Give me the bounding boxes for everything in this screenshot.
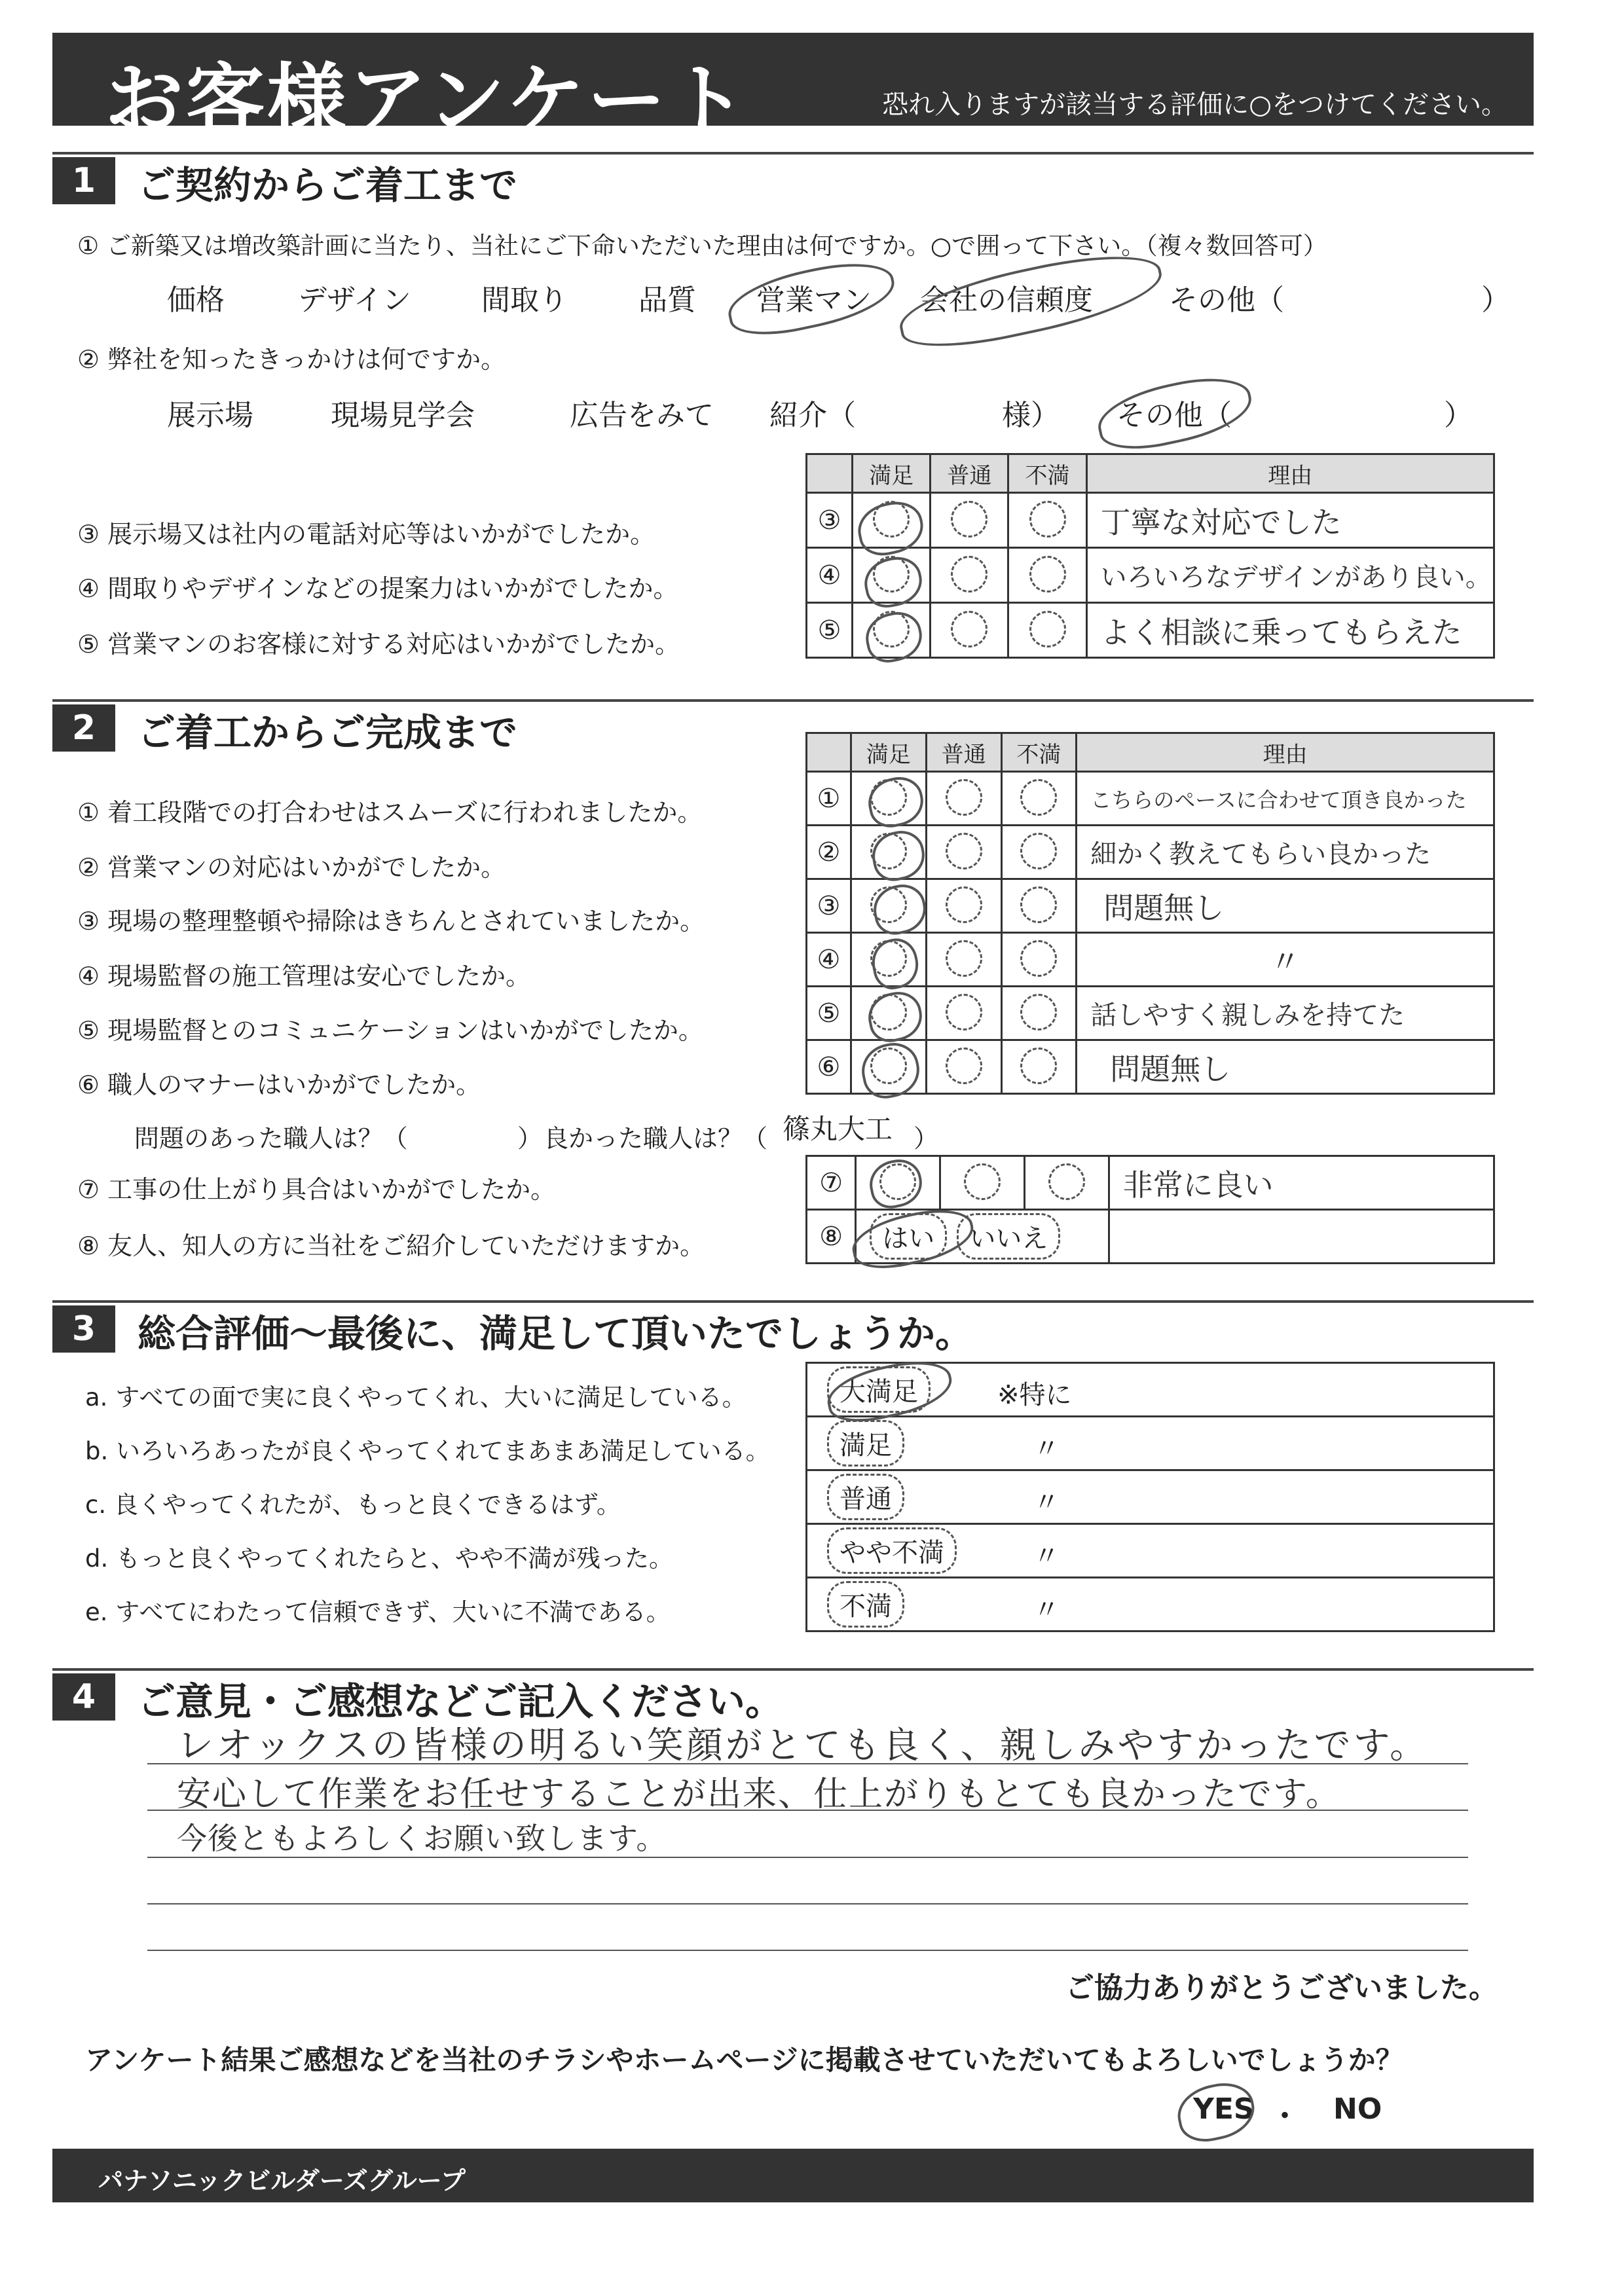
reason-field[interactable]: 丁寧な対応でした [1086,493,1494,548]
separator-dot: ・ [1270,2100,1299,2133]
s1-q2-opt-site-tour: 現場見学会 [331,399,475,432]
rating-note: 〃 [1033,1595,1060,1625]
section1-number: 1 [52,157,115,204]
s3-item-c: c. 良くやってくれたが、もっと良くできるはず。 [85,1491,621,1519]
reason-field[interactable]: 問題無し [1077,879,1494,933]
header-satisfied: 満足 [851,733,926,772]
header-unsatisfied: 不満 [1008,454,1086,493]
unsatisfied-choice[interactable] [1020,994,1057,1030]
rating-note: 〃 [1033,1434,1060,1464]
s1-q1-opt-design: デザイン [298,283,411,317]
s1-q4-text: ④ 間取りやデザインなどの提案力はいかがでしたか。 [77,574,678,603]
comment-text-line[interactable]: 今後ともよろしくお願い致します。 [177,1821,667,1856]
good-worker-field[interactable]: 篠丸大工 [783,1113,893,1145]
s1-q1-opt-close: ） [1481,283,1510,317]
publish-question: アンケート結果ご感想などを当社のチラシやホームページに掲載させていただいてもよろしいでしょうか？ [85,2044,1403,2076]
header-reason: 理由 [1086,454,1494,493]
normal-choice[interactable] [946,833,982,869]
page-title: お客様アンケート [105,56,750,147]
unsatisfied-choice[interactable] [1029,501,1066,538]
section2-title: ご着工からご完成まで [138,710,518,755]
s1-q1-opt-trust: 会社の信頼度 [920,283,1093,317]
footer-brand: パナソニックビルダーズグループ [98,2166,466,2195]
row-number: ③ [807,879,851,933]
row-number: ⑧ [807,1210,856,1264]
normal-choice[interactable] [951,611,987,647]
row-number: ① [807,772,851,826]
normal-choice[interactable] [951,501,987,538]
section1-title: ご契約からご着工まで [138,163,518,208]
no-option[interactable]: NO [1333,2092,1382,2126]
s3-item-d: d. もっと良くやってくれたらと、やや不満が残った。 [85,1544,674,1573]
rating-label-somewhat-unsatisfied[interactable]: やや不満 [827,1527,957,1574]
footer-bar [52,2149,1534,2202]
s1-q2-opt-sama: 様） [1002,399,1060,432]
bad-worker-close: ） [517,1124,543,1153]
reason-field[interactable]: 問題無し [1077,1040,1494,1094]
s1-q3-text: ③ 展示場又は社内の電話対応等はいかがでしたか。 [77,520,655,549]
rating-note: 〃 [1033,1487,1060,1518]
row-number: ④ [807,548,853,603]
normal-choice[interactable] [946,886,982,923]
comment-text-line[interactable]: レオックスの皆様の明るい笑顔がとても良く、親しみやすかったです。 [177,1724,1430,1767]
unsatisfied-choice[interactable] [1048,1163,1085,1200]
unsatisfied-choice[interactable] [1020,779,1057,816]
unsatisfied-choice[interactable] [1029,611,1066,647]
row-number: ③ [807,493,853,548]
s1-q5-text: ⑤ 営業マンのお客様に対する対応はいかがでしたか。 [77,630,680,659]
reason-field[interactable] [1109,1210,1494,1264]
s2-q1-text: ① 着工段階での打合わせはスムーズに行われましたか。 [77,798,703,827]
s1-q2-text: ② 弊社を知ったきっかけは何ですか。 [77,345,506,374]
header-satisfied: 満足 [853,454,931,493]
s1-q1-opt-other: その他（ [1169,283,1284,317]
s1-q1-text: ① ご新築又は増改築計画に当たり、当社にご下命いただいた理由は何ですか。○で囲って下さい。（複々数回答可） [77,232,1327,260]
row-number: ⑥ [807,1040,851,1094]
comment-text-line[interactable]: 安心して作業をお任せすることが出来、仕上がりもとても良かったです。 [177,1775,1341,1814]
s1-q1-opt-sales: 営業マン [756,283,872,317]
row-number: ⑤ [807,987,851,1040]
normal-choice[interactable] [951,556,987,592]
bad-worker-label: 問題のあった職人は？（ [134,1124,408,1153]
normal-choice[interactable] [946,994,982,1030]
normal-choice[interactable] [946,779,982,816]
thanks-text: ご協力ありがとうございました。 [1065,1971,1498,2005]
row-number: ⑦ [807,1156,856,1210]
reason-field[interactable]: 話しやすく親しみを持てた [1077,987,1494,1040]
hand-circle-sales [723,253,900,344]
section3-title: 総合評価～最後に、満足して頂いたでしょうか。 [138,1311,974,1356]
rating-note: 〃 [1033,1541,1060,1571]
instruction-text: 恐れ入りますが該当する評価に○をつけてください。 [882,90,1507,120]
rating-label-normal[interactable]: 普通 [827,1474,904,1520]
section4-title: ご意見・ご感想などご記入ください。 [138,1679,784,1724]
section2-number: 2 [52,704,115,752]
rating-note: ※特に [997,1380,1072,1410]
row-number: ④ [807,933,851,987]
yes-choice[interactable]: はい [870,1213,947,1260]
s1-q2-opt-close: ） [1444,399,1473,432]
unsatisfied-choice[interactable] [1020,940,1057,977]
s1-q1-opt-price: 価格 [167,283,225,317]
yes-option[interactable]: YES [1193,2092,1255,2126]
s1-q2-opt-showroom: 展示場 [167,399,253,432]
s2-q7-text: ⑦ 工事の仕上がり具合はいかがでしたか。 [77,1175,556,1204]
unsatisfied-choice[interactable] [1029,556,1066,592]
hand-circle-yes [1173,2077,1260,2147]
comment-line [147,1950,1468,1951]
s1-q2-opt-other: その他（ [1116,399,1232,432]
reason-field[interactable]: 〃 [1077,933,1494,987]
section4-number: 4 [52,1673,115,1721]
reason-field[interactable]: よく相談に乗ってもらえた [1086,603,1494,658]
no-choice[interactable]: いいえ [957,1213,1060,1260]
reason-field[interactable]: 細かく教えてもらい良かった [1077,826,1494,879]
row-number: ② [807,826,851,879]
s2-q3-text: ③ 現場の整理整頓や掃除はきちんとされていましたか。 [77,907,705,936]
reason-field[interactable]: いろいろなデザインがあり良い。 [1086,548,1494,603]
s1-q2-opt-referral: 紹介（ [769,399,856,432]
s2-q4-text: ④ 現場監督の施工管理は安心でしたか。 [77,962,531,991]
header-normal: 普通 [931,454,1008,493]
section3-number: 3 [52,1305,115,1353]
s2-q6-text: ⑥ 職人のマナーはいかがでしたか。 [77,1070,481,1099]
row-number: ⑤ [807,603,853,658]
rating-label-satisfied[interactable]: 満足 [827,1420,904,1467]
normal-choice[interactable] [946,1048,982,1084]
s1-q1-opt-layout: 間取り [481,283,568,317]
header-unsatisfied: 不満 [1001,733,1077,772]
s3-item-b: b. いろいろあったが良くやってくれてまあまあ満足している。 [85,1437,770,1465]
normal-choice[interactable] [946,940,982,977]
header-reason: 理由 [1077,733,1494,772]
unsatisfied-choice[interactable] [1020,1048,1057,1084]
s3-item-a: a. すべての面で実に良くやってくれ、大いに満足している。 [85,1383,747,1412]
header-bar [52,33,1534,147]
unsatisfied-choice[interactable] [1020,833,1057,869]
good-worker-label: 良かった職人は？（ [544,1124,768,1153]
header-normal: 普通 [926,733,1001,772]
reason-field[interactable]: こちらのペースに合わせて頂き良かった [1077,772,1494,826]
s2-q5-text: ⑤ 現場監督とのコミュニケーションはいかがでしたか。 [77,1016,703,1045]
rating-label-unsatisfied[interactable]: 不満 [827,1581,904,1628]
s1-q1-opt-quality: 品質 [638,283,696,317]
s1-q2-opt-ad: 広告をみて [570,399,714,432]
comment-line [147,1903,1468,1904]
s3-item-e: e. すべてにわたって信頼できず、大いに不満である。 [85,1598,671,1626]
normal-choice[interactable] [964,1163,1001,1200]
s2-q8-text: ⑧ 友人、知人の方に当社をご紹介していただけますか。 [77,1231,705,1260]
rating-label-very-satisfied[interactable]: 大満足 [827,1366,931,1413]
good-worker-close: ） [913,1124,939,1153]
reason-field[interactable]: 非常に良い [1109,1156,1494,1210]
hand-circle-other [1092,368,1257,458]
unsatisfied-choice[interactable] [1020,886,1057,923]
s2-q2-text: ② 営業マンの対応はいかがでしたか。 [77,853,506,882]
